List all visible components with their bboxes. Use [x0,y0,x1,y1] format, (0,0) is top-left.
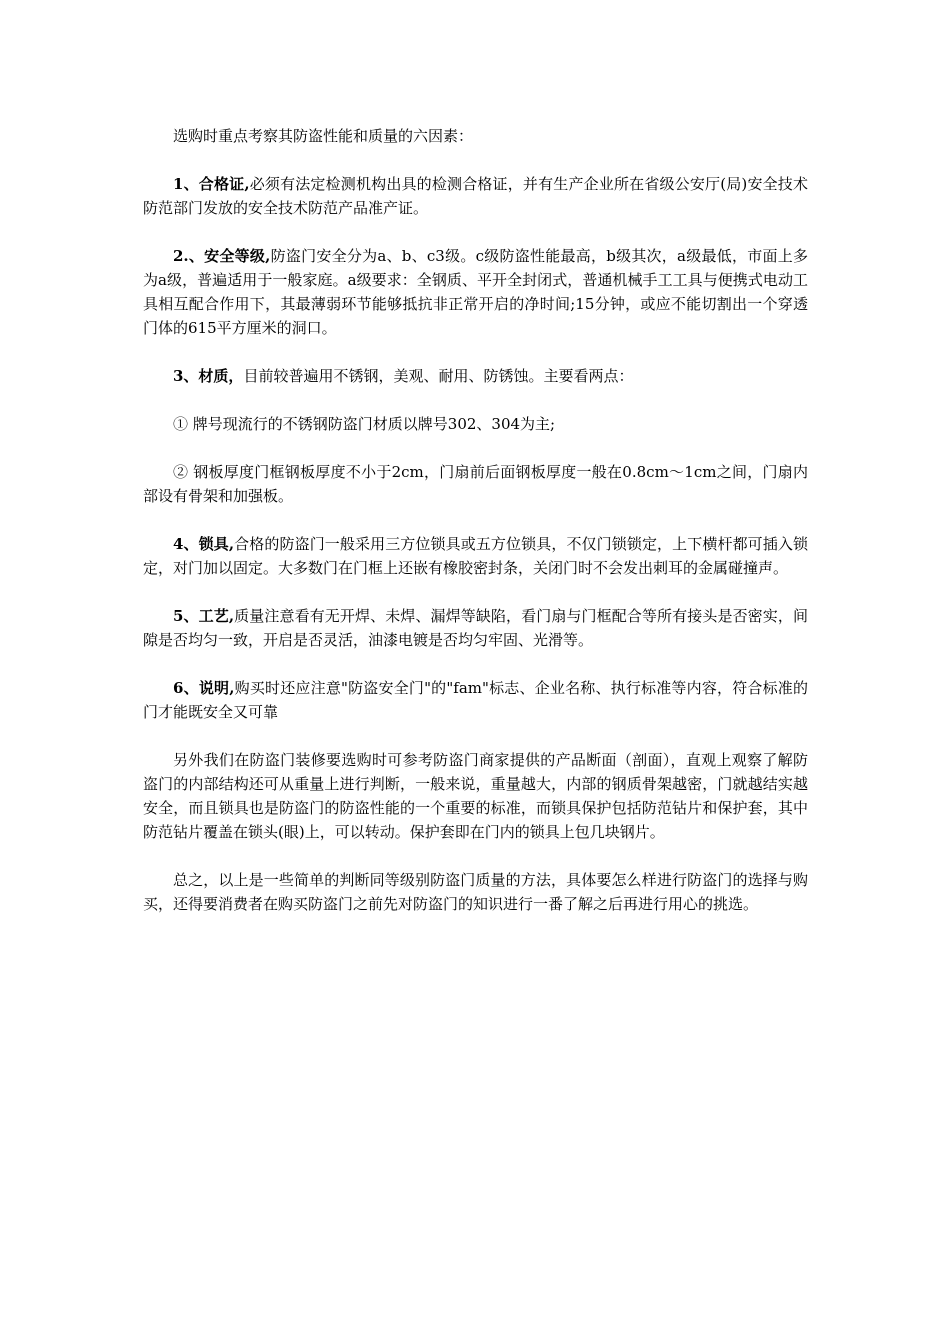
item-body: ① 牌号现流行的不锈钢防盗门材质以牌号302、304为主; [173,415,556,433]
item-body: 合格的防盗门一般采用三方位锁具或五方位锁具，不仅门锁锁定，上下横杆都可插入锁定，对门加以固定。大多数门在门框上还嵌有橡胶密封条，关闭门时不会发出刺耳的金属碰撞声。 [143,535,808,577]
item-heading: 6、说明, [173,679,235,697]
item-heading: 1、合格证, [173,175,250,193]
item-body: 购买时还应注意"防盗安全门"的"fam"标志、企业名称、执行标准等内容，符合标准的门才能既安全又可靠 [143,679,808,721]
item-security-level [143,244,808,340]
closing-paragraph-summary: 总之，以上是一些简单的判断同等级别防盗门质量的方法，具体要怎么样进行防盗门的选择与购买，还得要消费者在购买防盗门之前先对防盗门的知识进行一番了解之后再进行用心的挑选。 [143,871,808,913]
item-certificate [143,172,808,220]
item-heading: 5、工艺, [173,607,235,625]
closing-paragraph-additional: 另外我们在防盗门装修要选购时可参考防盗门商家提供的产品断面（剖面），直观上观察了解防盗门的内部结构还可从重量上进行判断，一般来说，重量越大，内部的钢质骨架越密，门就越结实越安全，而且锁具也是防盗门的防盗性能的一个重要的标准，而锁具保护包括防范钻片和保护套，其中防范钻片覆盖在锁头(眼)上，可以转动。保护套即在门内的锁具上包几块钢片。 [143,751,808,841]
item-heading: 4、锁具, [173,535,235,553]
item-material-thickness [143,460,808,508]
item-body: 质量注意看有无开焊、未焊、漏焊等缺陷，看门扇与门框配合等所有接头是否密实，间隙是否均匀一致，开启是否灵活，油漆电镀是否均匀牢固、光滑等。 [143,607,808,649]
item-body: 目前较普遍用不锈钢，美观、耐用、防锈蚀。主要看两点： [243,367,634,385]
intro-paragraph: 选购时重点考察其防盗性能和质量的六因素： [173,127,474,145]
item-heading: 3、材质， [173,367,244,385]
item-material [143,364,808,388]
item-body: 必须有法定检测机构出具的检测合格证，并有生产企业所在省级公安厅(局)安全技术防范部门发放的安全技术防范产品准产证。 [143,175,808,217]
item-heading: 2.、安全等级, [173,247,271,265]
item-lock [143,532,808,580]
item-material-grade [143,412,808,436]
item-instructions [143,676,808,724]
item-craft [143,604,808,652]
item-body: ② 钢板厚度门框钢板厚度不小于2cm，门扇前后面钢板厚度一般在0.8cm～1cm之间，门扇内部设有骨架和加强板。 [143,463,808,505]
item-body: 防盗门安全分为a、b、c3级。c级防盗性能最高，b级其次，a级最低，市面上多为a级，普遍适用于一般家庭。a级要求：全钢质、平开全封闭式，普通机械手工工具与便携式电动工具相互配合作用下，其最薄弱环节能够抵抗非正常开启的净时间;15分钟，或应不能切割出一个穿透门体的615平方厘米的洞口。 [143,247,808,337]
